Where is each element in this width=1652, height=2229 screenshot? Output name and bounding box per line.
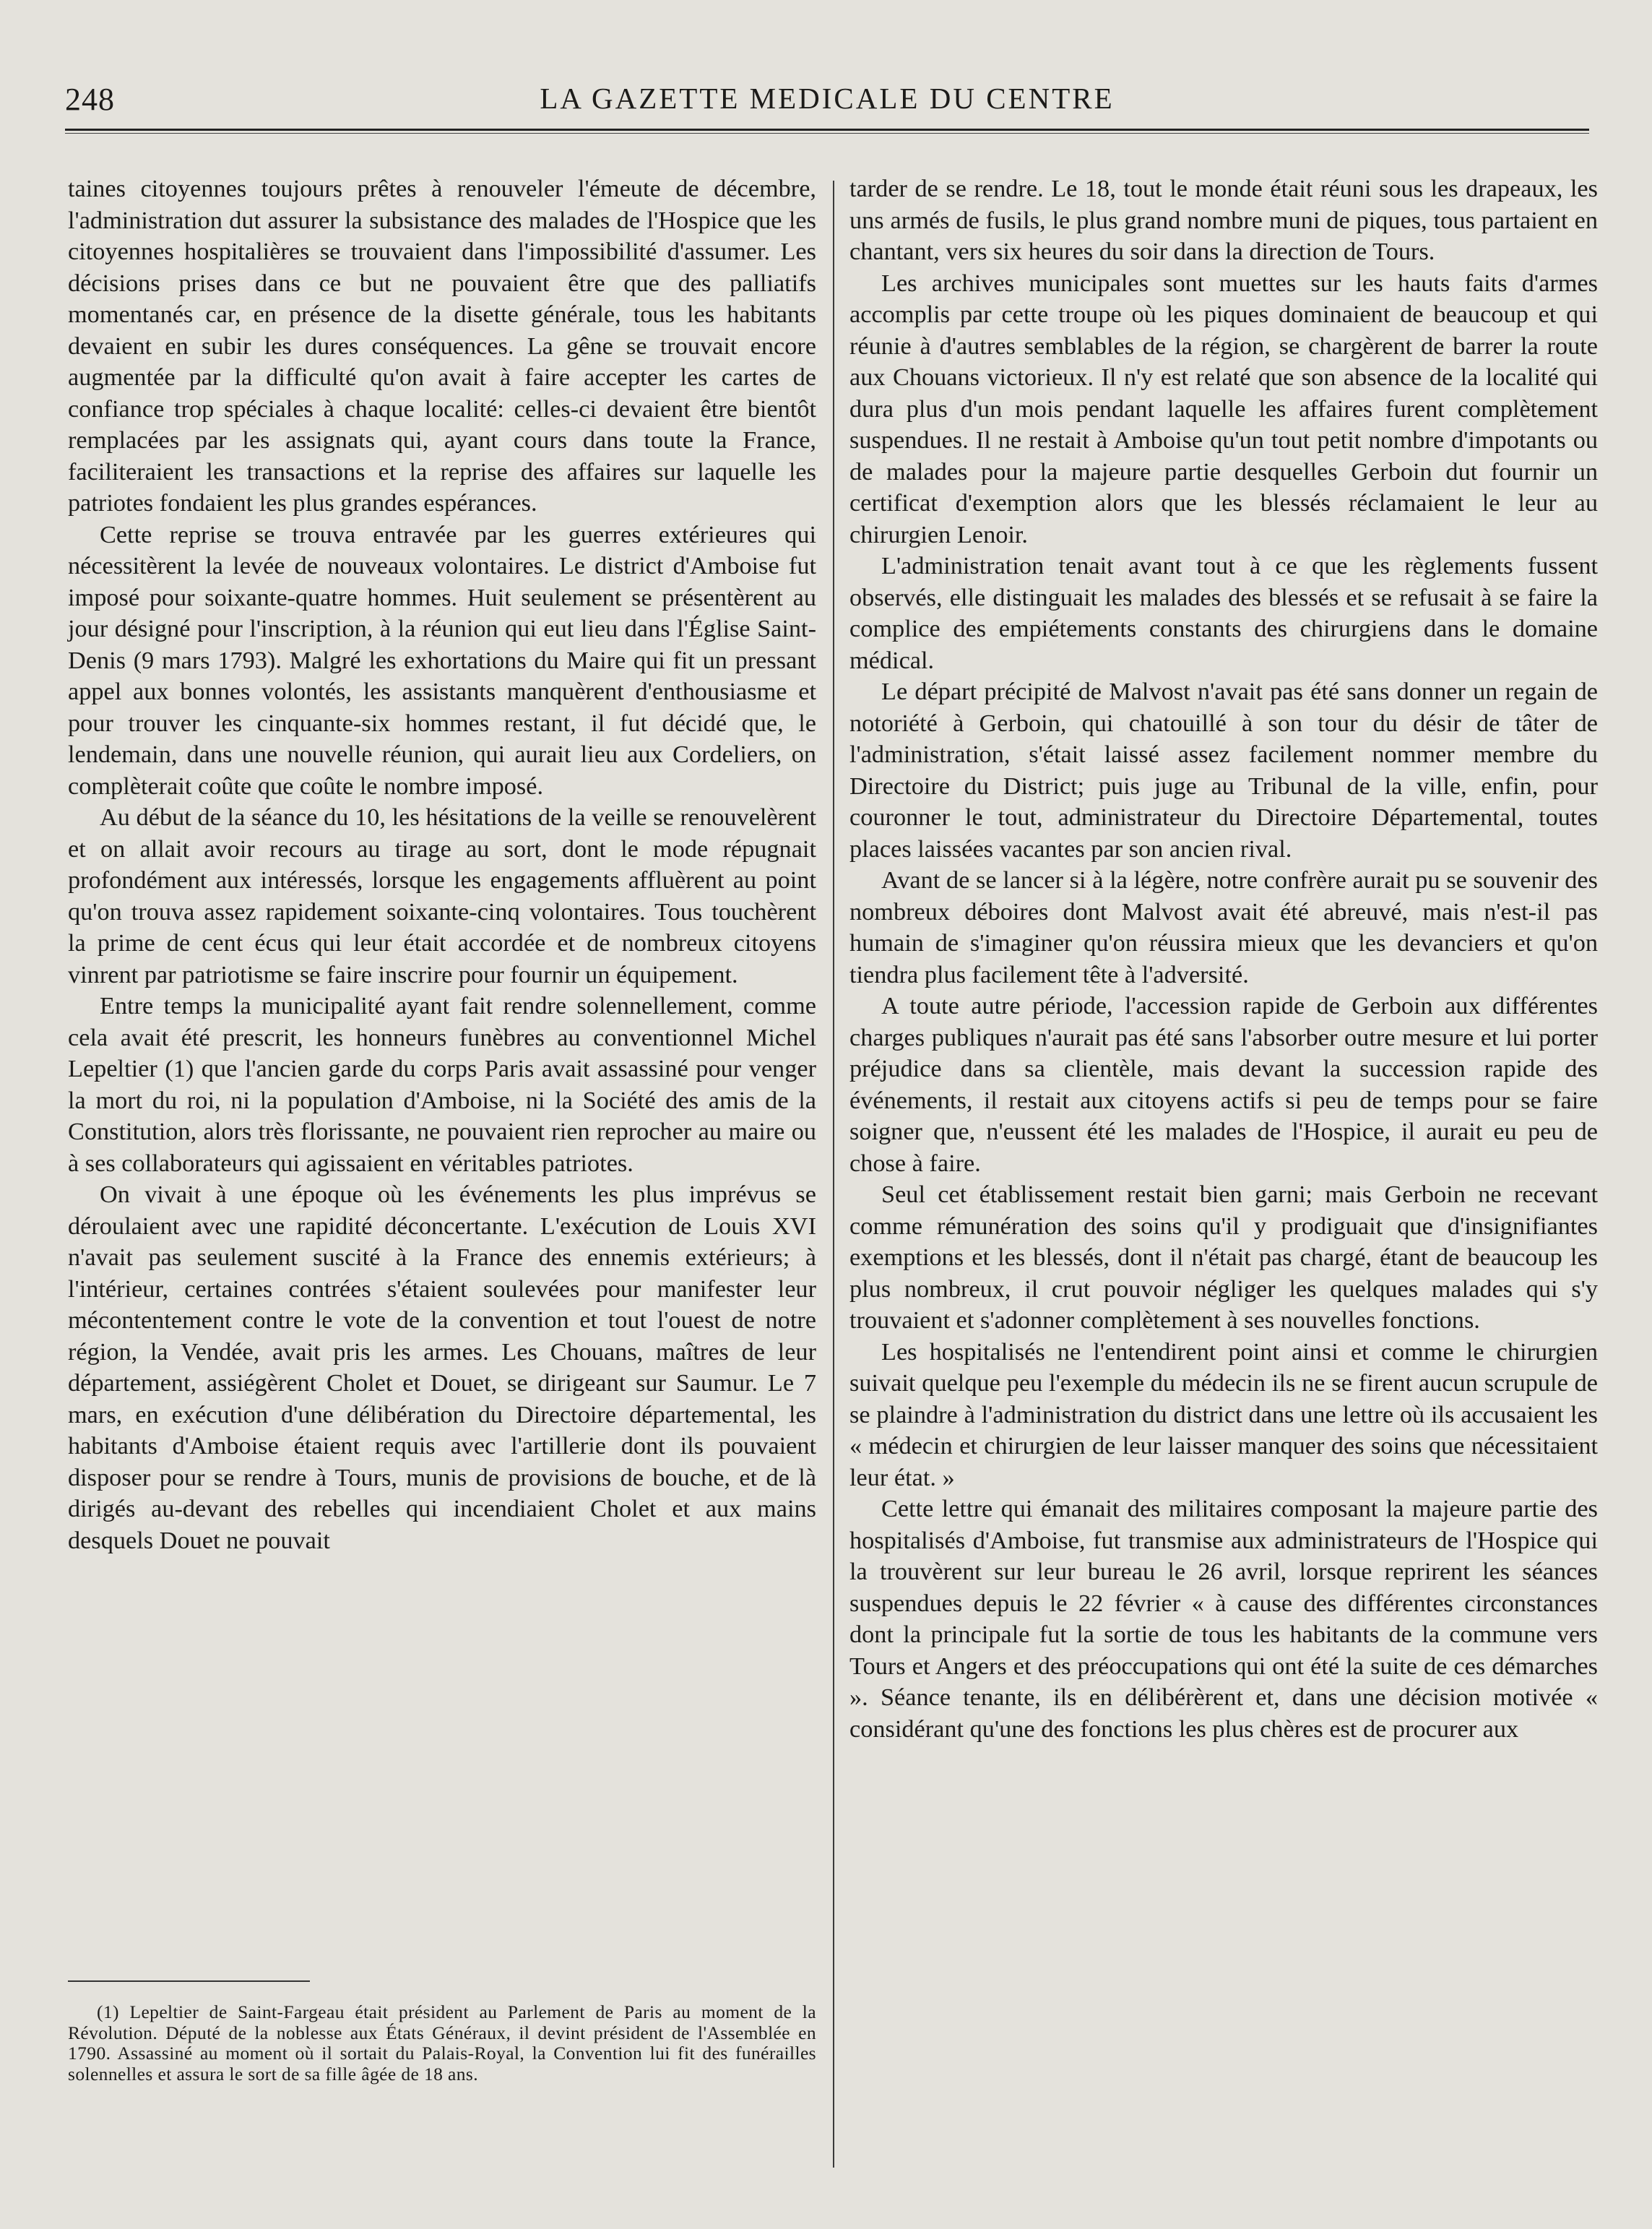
- paragraph: Seul cet établissement restait bien garni; mais Gerboin ne recevant comme rémunération des soins qu'il y prodiguait que d'insignifiantes exemptions et les blessés, dont il n'était pas chargé, étant de beaucoup les plus nombreux, il crut pouvoir négliger les quelques malades qui s'y trouvaient et s'adonner complètement à ses nouvelles fonctions.: [849, 1181, 1598, 1334]
- paragraph: Avant de se lancer si à la légère, notre confrère aurait pu se souvenir des nombreux déboires dont Malvost avait été abreuvé, mais n'est-il pas humain de s'imaginer qu'on réussira mieux que les devanciers et qu'on tiendra plus facilement tête à l'adversité.: [849, 866, 1598, 988]
- paragraph: Le départ précipité de Malvost n'avait pas été sans donner un regain de notoriété à Gerboin, qui chatouillé à son tour du désir de tâter de l'administration, s'était laissé assez facilement nommer membre du Directoire du District; puis juge au Tribunal de la ville, enfin, pour couronner le tout, administrateur du Directoire Départemental, toutes places laissées vacantes par son ancien rival.: [849, 678, 1598, 863]
- journal-title: LA GAZETTE MEDICALE DU CENTRE: [540, 82, 1115, 115]
- paragraph: Cette reprise se trouva entravée par les guerres extérieures qui nécessitèrent la levée de nouveaux volontaires. Le district d'Amboise fut imposé pour soixante-quatre hommes. Huit seulement se présentèrent au jour désigné pour l'inscription, à la réunion qui eut lieu dans l'Église Saint-Denis (9 mars 1793). Malgré les exhortations du Maire qui fit un pressant appel aux bonnes volontés, les assistants manquèrent d'enthousiasme et pour trouver les cinquante-six hommes restant, il fut décidé que, le lendemain, dans une nouvelle réunion, qui aurait lieu aux Cordeliers, on complèterait coûte que coûte le nombre imposé.: [68, 520, 816, 800]
- paragraph: Les hospitalisés ne l'entendirent point ainsi et comme le chirurgien suivait quelque peu l'exemple du médecin ils ne se firent aucun scrupule de se plaindre à l'administration du district dans une lettre où ils accusaient les « médecin et chirurgien de leur laisser manquer des soins que nécessitaient leur état. »: [849, 1337, 1598, 1491]
- paragraph: taines citoyennes toujours prêtes à renouveler l'émeute de décembre, l'administration dut assurer la subsistance des malades de l'Hospice que les citoyennes hospitalières se trouvaient dans l'impossibilité d'assumer. Les décisions prises dans ce but ne pouvaient être que des palliatifs momentanés car, en présence de la disette générale, tous les habitants devaient en subir les dures conséquences. La gêne se trouvait encore augmentée par la difficulté qu'on avait à faire accepter les cartes de confiance trop spéciales à chaque localité: celles-ci devaient être bientôt remplacées par les assignats qui, ayant cours dans toute la France, faciliteraient les transactions et la reprise des affaires sur laquelle les patriotes fondaient les plus grandes espérances.: [68, 175, 816, 517]
- paragraph: On vivait à une époque où les événements les plus imprévus se déroulaient avec une rapidité déconcertante. L'exécution de Louis XVI n'avait pas seulement suscité à la France des ennemis extérieurs; à l'intérieur, certaines contrées s'étaient soulevées pour manifester leur mécontentement contre le vote de la convention et tout l'ouest de notre région, la Vendée, avait pris les armes. Les Chouans, maîtres de leur département, assiégèrent Cholet et Douet, se dirigeant sur Saumur. Le 7 mars, en exécution d'une délibération du Directoire départemental, les habitants d'Amboise étaient requis avec l'artillerie dont ils pouvaient disposer pour se rendre à Tours, munis de provisions de bouche, et de là dirigés au-devant des rebelles qui incendiaient Cholet et aux mains desquels Douet ne pouvait: [68, 1181, 816, 1554]
- paragraph: A toute autre période, l'accession rapide de Gerboin aux différentes charges publiques n'aurait pas été sans l'absorber outre mesure et lui porter préjudice dans sa clientèle, mais devant la succession rapide des événements, il restait aux citoyens actifs si peu de temps pour se faire soigner que, n'eussent été les malades de l'Hospice, il aurait eu peu de chose à faire.: [849, 992, 1598, 1177]
- footnote-rule: [68, 1980, 310, 1982]
- paragraph: tarder de se rendre. Le 18, tout le monde était réuni sous les drapeaux, les uns armés de fusils, le plus grand nombre muni de piques, tous partaient en chantant, vers six heures du soir dans la direction de Tours.: [849, 175, 1598, 265]
- column-divider: [833, 181, 834, 2168]
- paragraph: Au début de la séance du 10, les hésitations de la veille se renouvelèrent et on allait avoir recours au tirage au sort, dont le mode répugnait profondément aux intéressés, lorsque les engagements affluèrent au point qu'on trouva assez rapidement soixante-cinq volontaires. Tous touchèrent la prime de cent écus qui leur était accordée et de nombreux citoyens vinrent par patriotisme se faire inscrire pour fournir un équipement.: [68, 803, 816, 988]
- right-column: [849, 173, 1598, 1745]
- paragraph: Entre temps la municipalité ayant fait rendre solennellement, comme cela avait été prescrit, les honneurs funèbres au conventionnel Michel Lepeltier (1) que l'ancien garde du corps Paris avait assassiné pour venger la mort du roi, ni la population d'Amboise, ni la Société des amis de la Constitution, alors très florissante, ne pouvaient rien reprocher au maire ou à ses collaborateurs qui agissaient en véritables patriotes.: [68, 992, 816, 1177]
- page-header: [65, 72, 1589, 123]
- page-number: 248: [65, 82, 115, 117]
- header-rule: [65, 129, 1589, 134]
- paragraph: Les archives municipales sont muettes sur les hauts faits d'armes accomplis par cette troupe où les piques dominaient de beaucoup et qui réunie à d'autres semblables de la région, se chargèrent de barrer la route aux Chouans victorieux. Il n'y est relaté que son absence de la localité qui dura plus d'un mois pendant laquelle les affaires furent complètement suspendues. Il ne restait à Amboise qu'un tout petit nombre d'impotants ou de malades pour la majeure partie desquelles Gerboin dut fournir un certificat d'exemption alors que les blessés réclamaient le leur au chirurgien Lenoir.: [849, 269, 1598, 548]
- paragraph: L'administration tenait avant tout à ce que les règlements fussent observés, elle distinguait les malades des blessés et se refusait à se faire la complice des empiétements constants des chirurgiens dans le domaine médical.: [849, 552, 1598, 674]
- left-column: [68, 173, 816, 1556]
- footnote: (1) Lepeltier de Saint-Fargeau était président au Parlement de Paris au moment de la Révolution. Député de la noblesse aux États Généraux, il devint président de l'Assemblée en 1790. Assassiné au moment où il sortait du Palais-Royal, la Convention lui fit des funérailles solennelles et assura le sort de sa fille âgée de 18 ans.: [68, 2001, 816, 2084]
- paragraph: Cette lettre qui émanait des militaires composant la majeure partie des hospitalisés d'Amboise, fut transmise aux administrateurs de l'Hospice qui la trouvèrent sur leur bureau le 26 avril, lorsque reprirent les séances suspendues depuis le 22 février « à cause des différentes circonstances dont la principale fut la sortie de tous les habitants de la commune vers Tours et Angers et des préoccupations qui ont été la suite de ces démarches ». Séance tenante, ils en délibérèrent et, dans une décision motivée « considérant qu'une des fonctions les plus chères est de procurer aux: [849, 1495, 1598, 1743]
